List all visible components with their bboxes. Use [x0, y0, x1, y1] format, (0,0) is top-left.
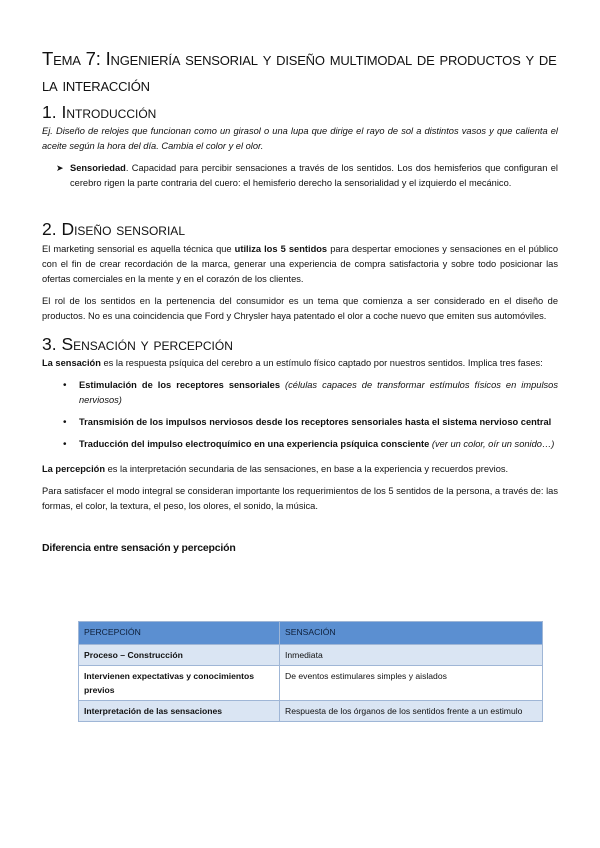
- list-item: • Traducción del impulso electroquímico en una experiencia psíquica consciente (ver un color, oír un sonido…): [42, 437, 558, 452]
- table-cell: Inmediata: [280, 645, 543, 666]
- term-definition: . Capacidad para percibir sensaciones a través de los sentidos. Los dos hemisferios que configuran el cerebro rigen la parte contraria del cuero: el hemisferio derecho la sensorialidad y el izquierdo el mecánico.: [70, 163, 558, 188]
- section-heading-perception: 3. Sensación y percepción: [42, 334, 233, 354]
- arrow-bullet-icon: ➤: [56, 163, 64, 173]
- table-cell: De eventos estimulares simples y aislados: [280, 666, 543, 701]
- section-heading-intro: 1. Introducción: [42, 102, 157, 122]
- list-item: • Estimulación de los receptores sensoriales (células capaces de transformar estímulos físicos en impulsos nerviosos): [42, 378, 558, 408]
- bullet-dot-icon: •: [63, 380, 67, 391]
- paragraph: El marketing sensorial es aquella técnica que utiliza los 5 sentidos para despertar emociones y sensaciones en el público con el fin de crear recordación de la marca, generar una experiencia de compra satisfactoria y sobre todo posicionar las ofertas comerciales en la mente y en el corazón de los clientes.: [42, 244, 559, 284]
- table-title: Diferencia entre sensación y percepción: [42, 542, 236, 554]
- table-row: [79, 645, 543, 666]
- table-cell: Proceso – Construcción: [79, 645, 280, 666]
- paragraph: La sensación es la respuesta psíquica del cerebro a un estímulo físico captado por nuestros sentidos. Implica tres fases:: [42, 358, 543, 368]
- term-bold: Sensoriedad: [70, 163, 126, 173]
- table-row: [79, 701, 543, 722]
- paragraph: La percepción es la interpretación secundaria de las sensaciones, en base a la experiencia y recuerdos previos.: [42, 464, 509, 474]
- page-title: Tema 7: Ingeniería sensorial y diseño multimodal de productos y de la interacción: [42, 48, 557, 95]
- bullet-dot-icon: •: [63, 439, 67, 450]
- paragraph: Para satisfacer el modo integral se consideran importante los requerimientos de los 5 sentidos de la persona, a través de: las formas, el color, la textura, el peso, los olores, el sonido, la música.: [42, 486, 558, 511]
- table-cell: Interpretación de las sensaciones: [79, 701, 280, 722]
- intro-example: Ej. Diseño de relojes que funcionan como un girasol o una lupa que dirige el rayo de sol a distintos vasos y que calienta el aceite según la hora del día. Cambia el color y el olor.: [42, 126, 558, 151]
- column-header: SENSACIÓN: [280, 622, 543, 645]
- list-item: [42, 161, 558, 191]
- column-header: PERCEPCIÓN: [79, 622, 280, 645]
- comparison-table: [78, 621, 543, 722]
- list-item: • Transmisión de los impulsos nerviosos desde los receptores sensoriales hasta el sistema nervioso central: [42, 415, 558, 430]
- table-row: [79, 666, 543, 701]
- table-cell: Respuesta de los órganos de los sentidos frente a un estimulo: [280, 701, 543, 722]
- paragraph: El rol de los sentidos en la pertenencia del consumidor es un tema que comienza a ser considerado en el diseño de productos. No es una coincidencia que Ford y Chrysler haya patentado el olor a coche nuevo que emiten sus automóviles.: [42, 296, 558, 321]
- document-page: [42, 46, 558, 555]
- bullet-dot-icon: •: [63, 417, 67, 428]
- table-header-row: [79, 622, 543, 645]
- section-heading-design: 2. Diseño sensorial: [42, 219, 185, 239]
- table-cell: Intervienen expectativas y conocimientos previos: [79, 666, 280, 701]
